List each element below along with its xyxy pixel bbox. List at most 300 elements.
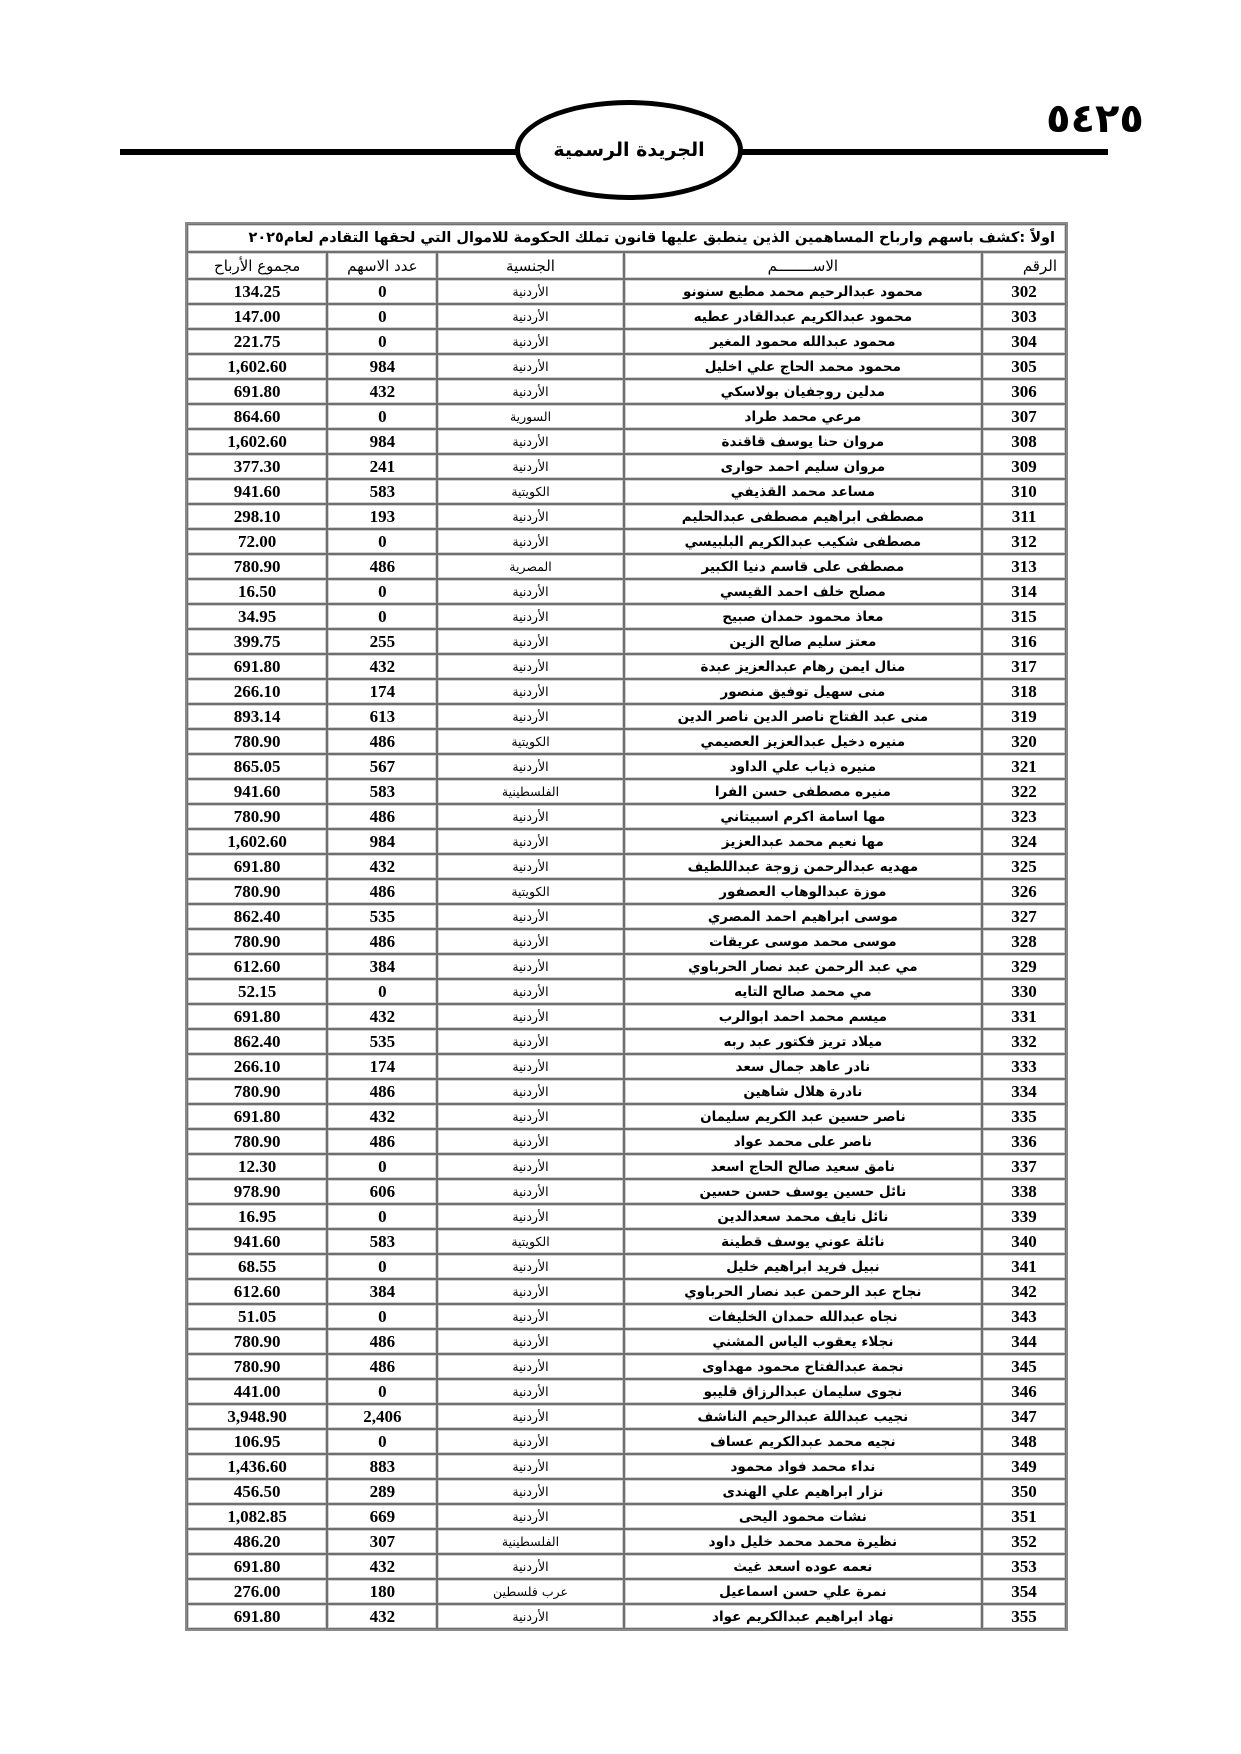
cell-nationality: الأردنية	[437, 1154, 623, 1179]
table-row	[187, 879, 1066, 904]
cell-name: نزار ابراهيم علي الهندى	[624, 1479, 982, 1504]
cell-shares: 432	[327, 854, 437, 879]
cell-name: نهاد ابراهيم عبدالكريم عواد	[624, 1604, 982, 1629]
cell-nationality: الأردنية	[437, 1204, 623, 1229]
cell-shares: 180	[327, 1579, 437, 1604]
cell-shares: 486	[327, 804, 437, 829]
cell-shares: 613	[327, 704, 437, 729]
cell-nationality: الفلسطينية	[437, 1529, 623, 1554]
table-row	[187, 379, 1066, 404]
cell-number: 343	[982, 1304, 1066, 1329]
cell-name: نامق سعيد صالح الحاج اسعد	[624, 1154, 982, 1179]
table-row	[187, 1129, 1066, 1154]
cell-number: 350	[982, 1479, 1066, 1504]
cell-number: 317	[982, 654, 1066, 679]
cell-number: 338	[982, 1179, 1066, 1204]
cell-nationality: الأردنية	[437, 1454, 623, 1479]
cell-profits: 68.55	[187, 1254, 327, 1279]
table-row	[187, 929, 1066, 954]
cell-number: 311	[982, 504, 1066, 529]
cell-name: مصطفى على قاسم دنيا الكبير	[624, 554, 982, 579]
table-row	[187, 629, 1066, 654]
cell-name: نداء محمد فواد محمود	[624, 1454, 982, 1479]
cell-nationality: الأردنية	[437, 679, 623, 704]
table-row	[187, 729, 1066, 754]
table-row	[187, 1204, 1066, 1229]
cell-nationality: الأردنية	[437, 954, 623, 979]
table-row	[187, 329, 1066, 354]
cell-name: ناصر حسين عبد الكريم سليمان	[624, 1104, 982, 1129]
cell-name: محمود محمد الحاج علي اخليل	[624, 354, 982, 379]
cell-profits: 377.30	[187, 454, 327, 479]
cell-shares: 0	[327, 279, 437, 304]
cell-profits: 780.90	[187, 929, 327, 954]
table-row	[187, 404, 1066, 429]
cell-shares: 193	[327, 504, 437, 529]
cell-name: نائل حسين يوسف حسن حسين	[624, 1179, 982, 1204]
cell-nationality: الأردنية	[437, 904, 623, 929]
cell-nationality: الأردنية	[437, 504, 623, 529]
table-row	[187, 679, 1066, 704]
cell-number: 303	[982, 304, 1066, 329]
cell-name: مها اسامة اكرم اسبيتاني	[624, 804, 982, 829]
table-row	[187, 754, 1066, 779]
cell-shares: 583	[327, 779, 437, 804]
cell-name: مصطفى شكيب عبدالكريم البلبيسي	[624, 529, 982, 554]
cell-profits: 16.95	[187, 1204, 327, 1229]
cell-number: 332	[982, 1029, 1066, 1054]
cell-name: موسى محمد موسى عريقات	[624, 929, 982, 954]
table-row	[187, 1329, 1066, 1354]
cell-name: نشات محمود اليحى	[624, 1504, 982, 1529]
publication-title-oval	[515, 100, 743, 200]
cell-nationality: الأردنية	[437, 1179, 623, 1204]
cell-profits: 893.14	[187, 704, 327, 729]
cell-name: مصلح خلف احمد القيسي	[624, 579, 982, 604]
table-row	[187, 804, 1066, 829]
cell-shares: 669	[327, 1504, 437, 1529]
cell-shares: 384	[327, 954, 437, 979]
cell-shares: 0	[327, 1379, 437, 1404]
cell-name: منيره مصطفى حسن الفرا	[624, 779, 982, 804]
cell-name: معاذ محمود حمدان صبيح	[624, 604, 982, 629]
cell-name: نجوى سليمان عبدالرزاق قليبو	[624, 1379, 982, 1404]
cell-nationality: الأردنية	[437, 654, 623, 679]
cell-profits: 691.80	[187, 1554, 327, 1579]
table-row	[187, 479, 1066, 504]
cell-profits: 864.60	[187, 404, 327, 429]
cell-number: 339	[982, 1204, 1066, 1229]
cell-shares: 432	[327, 654, 437, 679]
cell-profits: 780.90	[187, 1329, 327, 1354]
cell-shares: 2,406	[327, 1404, 437, 1429]
cell-nationality: الكويتية	[437, 729, 623, 754]
table-row	[187, 554, 1066, 579]
cell-nationality: الأردنية	[437, 629, 623, 654]
cell-number: 340	[982, 1229, 1066, 1254]
cell-nationality: عرب فلسطين	[437, 1579, 623, 1604]
cell-profits: 1,602.60	[187, 354, 327, 379]
cell-name: مرعي محمد طراد	[624, 404, 982, 429]
table-row	[187, 1279, 1066, 1304]
cell-shares: 0	[327, 1304, 437, 1329]
cell-name: نادرة هلال شاهين	[624, 1079, 982, 1104]
cell-number: 305	[982, 354, 1066, 379]
cell-number: 333	[982, 1054, 1066, 1079]
cell-nationality: الأردنية	[437, 704, 623, 729]
cell-profits: 266.10	[187, 1054, 327, 1079]
cell-nationality: الأردنية	[437, 1004, 623, 1029]
cell-number: 337	[982, 1154, 1066, 1179]
table-title: اولاً :كشف باسهم وارباح المساهمين الذين ينطبق عليها قانون تملك الحكومة للاموال التي لحقها التقادم لعام٢٠٢٥	[187, 224, 1066, 252]
cell-number: 352	[982, 1529, 1066, 1554]
cell-shares: 432	[327, 379, 437, 404]
cell-name: مساعد محمد القذيفي	[624, 479, 982, 504]
cell-number: 314	[982, 579, 1066, 604]
cell-shares: 0	[327, 1154, 437, 1179]
cell-profits: 780.90	[187, 804, 327, 829]
cell-nationality: الأردنية	[437, 1304, 623, 1329]
cell-nationality: الأردنية	[437, 1104, 623, 1129]
cell-shares: 486	[327, 929, 437, 954]
cell-profits: 276.00	[187, 1579, 327, 1604]
cell-profits: 221.75	[187, 329, 327, 354]
table-row	[187, 454, 1066, 479]
cell-number: 347	[982, 1404, 1066, 1429]
header-rule-left	[120, 149, 518, 155]
table-row	[187, 1104, 1066, 1129]
cell-shares: 486	[327, 879, 437, 904]
table-body	[187, 279, 1066, 1629]
cell-nationality: الأردنية	[437, 754, 623, 779]
cell-profits: 862.40	[187, 1029, 327, 1054]
cell-name: نمرة علي حسن اسماعيل	[624, 1579, 982, 1604]
cell-profits: 941.60	[187, 479, 327, 504]
table-row	[187, 354, 1066, 379]
table-row	[187, 1079, 1066, 1104]
cell-shares: 174	[327, 1054, 437, 1079]
cell-name: مي عبد الرحمن عبد نصار الحرباوي	[624, 954, 982, 979]
cell-nationality: الأردنية	[437, 1554, 623, 1579]
cell-profits: 52.15	[187, 979, 327, 1004]
cell-nationality: الأردنية	[437, 804, 623, 829]
cell-nationality: الأردنية	[437, 1379, 623, 1404]
cell-number: 335	[982, 1104, 1066, 1129]
cell-number: 327	[982, 904, 1066, 929]
cell-name: مهديه عبدالرحمن زوجة عبداللطيف	[624, 854, 982, 879]
cell-name: مروان حنا يوسف قاقندة	[624, 429, 982, 454]
table-row	[187, 1354, 1066, 1379]
cell-number: 344	[982, 1329, 1066, 1354]
cell-number: 351	[982, 1504, 1066, 1529]
cell-profits: 1,602.60	[187, 429, 327, 454]
cell-shares: 241	[327, 454, 437, 479]
cell-shares: 583	[327, 1229, 437, 1254]
cell-number: 345	[982, 1354, 1066, 1379]
cell-name: نجاه عبدالله حمدان الخليفات	[624, 1304, 982, 1329]
cell-profits: 16.50	[187, 579, 327, 604]
cell-shares: 0	[327, 1254, 437, 1279]
cell-profits: 691.80	[187, 1604, 327, 1629]
cell-shares: 174	[327, 679, 437, 704]
table-header-row	[187, 252, 1066, 279]
cell-shares: 432	[327, 1104, 437, 1129]
cell-profits: 1,602.60	[187, 829, 327, 854]
cell-name: نبيل فريد ابراهيم خليل	[624, 1254, 982, 1279]
cell-number: 330	[982, 979, 1066, 1004]
table-row	[187, 1454, 1066, 1479]
cell-shares: 583	[327, 479, 437, 504]
cell-name: موسى ابراهيم احمد المصري	[624, 904, 982, 929]
cell-name: محمود عبدالكريم عبدالقادر عطيه	[624, 304, 982, 329]
cell-nationality: الأردنية	[437, 1129, 623, 1154]
cell-shares: 486	[327, 1079, 437, 1104]
column-header-number: الرقم	[982, 252, 1066, 279]
cell-nationality: الأردنية	[437, 1279, 623, 1304]
cell-number: 349	[982, 1454, 1066, 1479]
cell-shares: 289	[327, 1479, 437, 1504]
cell-profits: 691.80	[187, 854, 327, 879]
table-row	[187, 304, 1066, 329]
cell-nationality: الأردنية	[437, 1479, 623, 1504]
cell-shares: 0	[327, 604, 437, 629]
cell-number: 326	[982, 879, 1066, 904]
cell-shares: 0	[327, 1204, 437, 1229]
table-row	[187, 1254, 1066, 1279]
cell-name: نعمه عوده اسعد غيث	[624, 1554, 982, 1579]
cell-shares: 0	[327, 1429, 437, 1454]
cell-nationality: الأردنية	[437, 279, 623, 304]
cell-name: موزة عبدالوهاب العصفور	[624, 879, 982, 904]
table-row	[187, 1029, 1066, 1054]
cell-nationality: الأردنية	[437, 929, 623, 954]
cell-number: 313	[982, 554, 1066, 579]
cell-number: 353	[982, 1554, 1066, 1579]
cell-number: 334	[982, 1079, 1066, 1104]
cell-profits: 72.00	[187, 529, 327, 554]
cell-number: 341	[982, 1254, 1066, 1279]
cell-profits: 780.90	[187, 1079, 327, 1104]
cell-shares: 432	[327, 1604, 437, 1629]
cell-number: 315	[982, 604, 1066, 629]
table-row	[187, 604, 1066, 629]
cell-nationality: الأردنية	[437, 1404, 623, 1429]
cell-shares: 984	[327, 429, 437, 454]
cell-profits: 780.90	[187, 554, 327, 579]
cell-nationality: الأردنية	[437, 1254, 623, 1279]
cell-name: ميسم محمد احمد ابوالرب	[624, 1004, 982, 1029]
cell-number: 328	[982, 929, 1066, 954]
table-row	[187, 1429, 1066, 1454]
table-title-row	[187, 224, 1066, 252]
cell-profits: 612.60	[187, 1279, 327, 1304]
table-row	[187, 1154, 1066, 1179]
table-row	[187, 1179, 1066, 1204]
cell-number: 322	[982, 779, 1066, 804]
cell-shares: 535	[327, 1029, 437, 1054]
cell-profits: 399.75	[187, 629, 327, 654]
cell-nationality: الأردنية	[437, 1329, 623, 1354]
header-rule-right	[742, 149, 1108, 155]
cell-name: نجيب عبداللة عبدالرحيم الناشف	[624, 1404, 982, 1429]
cell-profits: 266.10	[187, 679, 327, 704]
cell-name: نائلة عوني يوسف قطينة	[624, 1229, 982, 1254]
cell-profits: 1,082.85	[187, 1504, 327, 1529]
cell-name: منى عبد الفتاح ناصر الدين ناصر الدين	[624, 704, 982, 729]
cell-nationality: الأردنية	[437, 354, 623, 379]
cell-number: 318	[982, 679, 1066, 704]
column-header-nationality: الجنسية	[437, 252, 623, 279]
cell-nationality: السورية	[437, 404, 623, 429]
cell-shares: 432	[327, 1554, 437, 1579]
cell-nationality: الأردنية	[437, 1604, 623, 1629]
cell-shares: 0	[327, 329, 437, 354]
table-row	[187, 1604, 1066, 1629]
cell-nationality: الأردنية	[437, 579, 623, 604]
cell-number: 355	[982, 1604, 1066, 1629]
cell-profits: 941.60	[187, 779, 327, 804]
cell-profits: 12.30	[187, 1154, 327, 1179]
table-row	[187, 829, 1066, 854]
cell-profits: 612.60	[187, 954, 327, 979]
table-row	[187, 654, 1066, 679]
cell-profits: 691.80	[187, 379, 327, 404]
table-row	[187, 579, 1066, 604]
cell-nationality: الكويتية	[437, 479, 623, 504]
table-row	[187, 904, 1066, 929]
cell-profits: 780.90	[187, 729, 327, 754]
cell-name: نظيرة محمد محمد خليل داود	[624, 1529, 982, 1554]
cell-profits: 51.05	[187, 1304, 327, 1329]
publication-title: الجريدة الرسمية	[553, 139, 705, 161]
cell-name: محمود عبدالرحيم محمد مطيع سنونو	[624, 279, 982, 304]
cell-name: مدلين روجفيان بولاسكي	[624, 379, 982, 404]
cell-profits: 1,436.60	[187, 1454, 327, 1479]
cell-name: نجلاء يعقوب الياس المشني	[624, 1329, 982, 1354]
cell-number: 316	[982, 629, 1066, 654]
cell-shares: 567	[327, 754, 437, 779]
cell-nationality: الأردنية	[437, 1029, 623, 1054]
cell-name: نادر عاهد جمال سعد	[624, 1054, 982, 1079]
column-header-shares: عدد الاسهم	[327, 252, 437, 279]
cell-shares: 486	[327, 1129, 437, 1154]
cell-name: مي محمد صالح التايه	[624, 979, 982, 1004]
cell-nationality: الأردنية	[437, 1054, 623, 1079]
cell-number: 323	[982, 804, 1066, 829]
table-row	[187, 504, 1066, 529]
cell-shares: 255	[327, 629, 437, 654]
cell-nationality: الفلسطينية	[437, 779, 623, 804]
cell-profits: 147.00	[187, 304, 327, 329]
cell-profits: 780.90	[187, 1354, 327, 1379]
cell-number: 307	[982, 404, 1066, 429]
table-row	[187, 1579, 1066, 1604]
cell-nationality: الأردنية	[437, 529, 623, 554]
cell-number: 325	[982, 854, 1066, 879]
cell-shares: 0	[327, 404, 437, 429]
cell-shares: 486	[327, 729, 437, 754]
table-row	[187, 1379, 1066, 1404]
cell-nationality: الأردنية	[437, 329, 623, 354]
cell-number: 321	[982, 754, 1066, 779]
cell-name: نجاح عبد الرحمن عبد نصار الحرباوي	[624, 1279, 982, 1304]
cell-number: 310	[982, 479, 1066, 504]
cell-name: نجيه محمد عبدالكريم عساف	[624, 1429, 982, 1454]
cell-name: نجمة عبدالفتاح محمود مهداوى	[624, 1354, 982, 1379]
table-row	[187, 979, 1066, 1004]
cell-profits: 941.60	[187, 1229, 327, 1254]
cell-number: 348	[982, 1429, 1066, 1454]
table-row	[187, 954, 1066, 979]
cell-profits: 865.05	[187, 754, 327, 779]
cell-profits: 34.95	[187, 604, 327, 629]
cell-number: 319	[982, 704, 1066, 729]
cell-number: 312	[982, 529, 1066, 554]
cell-nationality: الأردنية	[437, 304, 623, 329]
cell-number: 304	[982, 329, 1066, 354]
cell-shares: 486	[327, 554, 437, 579]
cell-name: منيره ذياب علي الداود	[624, 754, 982, 779]
cell-number: 308	[982, 429, 1066, 454]
cell-profits: 456.50	[187, 1479, 327, 1504]
cell-shares: 0	[327, 529, 437, 554]
cell-profits: 691.80	[187, 654, 327, 679]
cell-number: 309	[982, 454, 1066, 479]
cell-number: 342	[982, 1279, 1066, 1304]
cell-nationality: الأردنية	[437, 379, 623, 404]
cell-nationality: الكويتية	[437, 879, 623, 904]
table-row	[187, 1304, 1066, 1329]
cell-nationality: الأردنية	[437, 829, 623, 854]
cell-shares: 432	[327, 1004, 437, 1029]
cell-profits: 298.10	[187, 504, 327, 529]
cell-shares: 984	[327, 354, 437, 379]
cell-name: معتز سليم صالح الزين	[624, 629, 982, 654]
cell-profits: 691.80	[187, 1104, 327, 1129]
cell-name: ناصر على محمد عواد	[624, 1129, 982, 1154]
cell-number: 306	[982, 379, 1066, 404]
cell-name: مها نعيم محمد عبدالعزيز	[624, 829, 982, 854]
cell-profits: 780.90	[187, 1129, 327, 1154]
cell-nationality: الأردنية	[437, 1504, 623, 1529]
cell-nationality: الكويتية	[437, 1229, 623, 1254]
table-row	[187, 1479, 1066, 1504]
cell-name: مروان سليم احمد حوارى	[624, 454, 982, 479]
table-row	[187, 429, 1066, 454]
cell-number: 320	[982, 729, 1066, 754]
cell-nationality: الأردنية	[437, 429, 623, 454]
cell-profits: 106.95	[187, 1429, 327, 1454]
cell-number: 324	[982, 829, 1066, 854]
cell-shares: 984	[327, 829, 437, 854]
cell-number: 346	[982, 1379, 1066, 1404]
cell-nationality: الأردنية	[437, 1429, 623, 1454]
cell-nationality: الأردنية	[437, 979, 623, 1004]
column-header-name: الاســــــــم	[624, 252, 982, 279]
page-number: ٥٤٢٥	[1046, 96, 1144, 142]
cell-profits: 441.00	[187, 1379, 327, 1404]
cell-name: مصطفى ابراهيم مصطفى عبدالحليم	[624, 504, 982, 529]
cell-shares: 486	[327, 1354, 437, 1379]
cell-profits: 780.90	[187, 879, 327, 904]
cell-number: 331	[982, 1004, 1066, 1029]
cell-profits: 978.90	[187, 1179, 327, 1204]
shareholders-table	[185, 222, 1068, 1631]
cell-shares: 0	[327, 304, 437, 329]
table-row	[187, 854, 1066, 879]
table-row	[187, 529, 1066, 554]
cell-shares: 384	[327, 1279, 437, 1304]
